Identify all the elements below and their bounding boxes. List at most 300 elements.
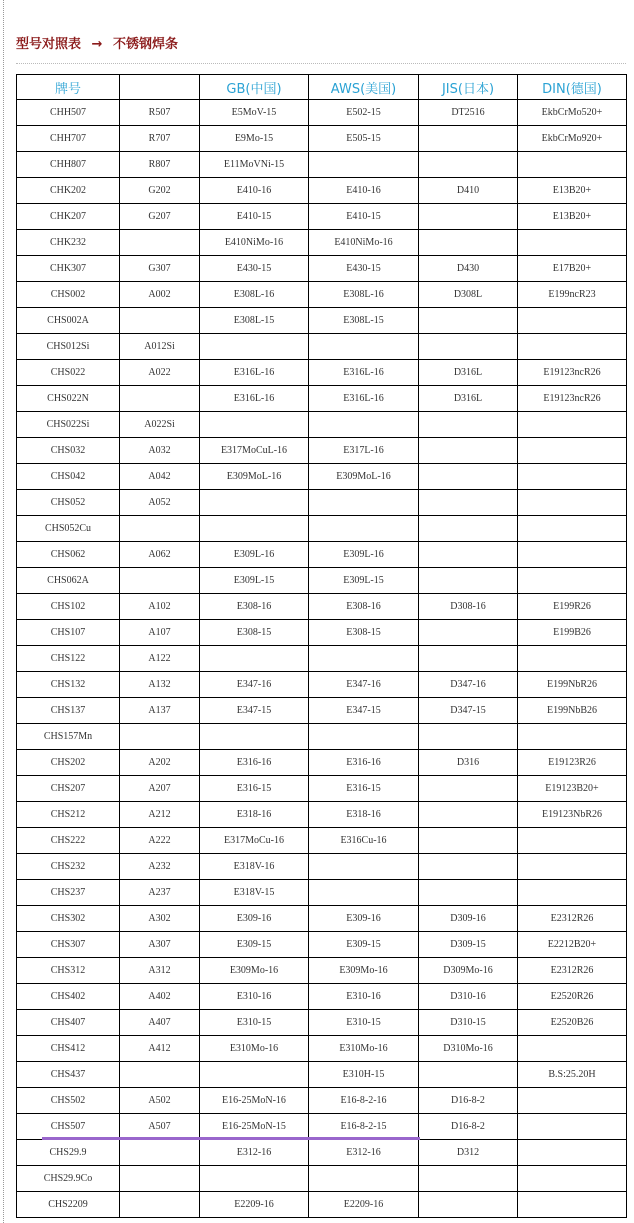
table-cell: [120, 568, 200, 594]
table-cell: G202: [120, 178, 200, 204]
table-cell: E16-8-2-15: [309, 1114, 419, 1140]
table-cell: E318V-15: [200, 880, 309, 906]
table-cell: D308-16: [419, 594, 518, 620]
table-cell: E347-16: [200, 672, 309, 698]
table-cell: E308L-16: [200, 282, 309, 308]
table-row: [17, 854, 627, 880]
table-cell: [200, 724, 309, 750]
table-cell: A122: [120, 646, 200, 672]
model-comparison-table: [16, 74, 627, 1218]
table-cell: CHS302: [17, 906, 120, 932]
table-row: [17, 1114, 627, 1140]
table-cell: E310-16: [200, 984, 309, 1010]
table-row: [17, 1140, 627, 1166]
table-cell: E309-16: [200, 906, 309, 932]
table-cell: E19123NbR26: [518, 802, 627, 828]
table-cell: E13B20+: [518, 204, 627, 230]
table-cell: D310Mo-16: [419, 1036, 518, 1062]
table-cell: CHS062: [17, 542, 120, 568]
table-row: [17, 1166, 627, 1192]
table-cell: E19123R26: [518, 750, 627, 776]
header-din: DIN(德国): [518, 75, 627, 100]
table-row: [17, 178, 627, 204]
title-suffix: 不锈钢焊条: [112, 37, 178, 52]
table-cell: E316-16: [309, 750, 419, 776]
table-cell: DT2516: [419, 100, 518, 126]
table-cell: A207: [120, 776, 200, 802]
table-cell: E347-15: [309, 698, 419, 724]
table-cell: CHS022N: [17, 386, 120, 412]
table-cell: CHS157Mn: [17, 724, 120, 750]
table-row: [17, 750, 627, 776]
table-cell: [120, 1166, 200, 1192]
table-cell: E16-25MoN-15: [200, 1114, 309, 1140]
table-cell: [120, 1140, 200, 1166]
table-cell: D16-8-2: [419, 1114, 518, 1140]
table-cell: [419, 230, 518, 256]
table-cell: [120, 516, 200, 542]
table-cell: CHK307: [17, 256, 120, 282]
table-cell: [419, 126, 518, 152]
table-cell: E317L-16: [309, 438, 419, 464]
table-cell: [419, 412, 518, 438]
table-cell: D316: [419, 750, 518, 776]
table-cell: CHS052Cu: [17, 516, 120, 542]
table-cell: D16-8-2: [419, 1088, 518, 1114]
table-cell: E312-16: [200, 1140, 309, 1166]
table-row: [17, 464, 627, 490]
table-cell: CHS012Si: [17, 334, 120, 360]
table-cell: CHS29.9: [17, 1140, 120, 1166]
table-cell: E309MoL-16: [200, 464, 309, 490]
table-cell: [419, 334, 518, 360]
table-row: [17, 256, 627, 282]
table-cell: A012Si: [120, 334, 200, 360]
table-row: [17, 334, 627, 360]
table-cell: D310-16: [419, 984, 518, 1010]
table-cell: [419, 724, 518, 750]
table-cell: CHS132: [17, 672, 120, 698]
table-cell: [518, 568, 627, 594]
table-cell: R707: [120, 126, 200, 152]
table-cell: E316Cu-16: [309, 828, 419, 854]
table-header-row: [17, 75, 627, 100]
table-cell: [120, 308, 200, 334]
table-cell: E309MoL-16: [309, 464, 419, 490]
table-cell: CHS407: [17, 1010, 120, 1036]
table-cell: [419, 516, 518, 542]
highlight-underline: [42, 1137, 420, 1140]
table-row: [17, 646, 627, 672]
table-cell: D308L: [419, 282, 518, 308]
table-cell: E309L-16: [200, 542, 309, 568]
table-cell: E309L-16: [309, 542, 419, 568]
table-cell: [419, 620, 518, 646]
table-cell: [419, 880, 518, 906]
table-cell: A032: [120, 438, 200, 464]
table-row: [17, 282, 627, 308]
table-cell: D347-16: [419, 672, 518, 698]
table-cell: EkbCrMo920+: [518, 126, 627, 152]
table-cell: CHK202: [17, 178, 120, 204]
table-cell: CHH507: [17, 100, 120, 126]
table-cell: [309, 152, 419, 178]
table-cell: E430-15: [309, 256, 419, 282]
table-cell: E199ncR23: [518, 282, 627, 308]
table-cell: D410: [419, 178, 518, 204]
table-cell: E347-16: [309, 672, 419, 698]
table-cell: E410-16: [200, 178, 309, 204]
table-cell: A507: [120, 1114, 200, 1140]
table-cell: A132: [120, 672, 200, 698]
table-row: [17, 802, 627, 828]
table-cell: E410NiMo-16: [309, 230, 419, 256]
table-cell: D309-15: [419, 932, 518, 958]
table-cell: E309-15: [309, 932, 419, 958]
table-row: [17, 386, 627, 412]
table-cell: E505-15: [309, 126, 419, 152]
table-cell: E308-16: [200, 594, 309, 620]
table-cell: CHS437: [17, 1062, 120, 1088]
table-cell: CHS232: [17, 854, 120, 880]
table-cell: A232: [120, 854, 200, 880]
table-row: [17, 360, 627, 386]
table-row: [17, 490, 627, 516]
table-row: [17, 594, 627, 620]
table-cell: E316L-16: [309, 386, 419, 412]
table-cell: E308L-15: [309, 308, 419, 334]
table-cell: E17B20+: [518, 256, 627, 282]
table-cell: E16-25MoN-16: [200, 1088, 309, 1114]
table-cell: CHS062A: [17, 568, 120, 594]
table-cell: E316-15: [309, 776, 419, 802]
table-cell: E308-15: [309, 620, 419, 646]
table-cell: CHH807: [17, 152, 120, 178]
table-cell: CHS207: [17, 776, 120, 802]
table-cell: E430-15: [200, 256, 309, 282]
table-cell: CHS212: [17, 802, 120, 828]
table-cell: A222: [120, 828, 200, 854]
table-cell: E316L-16: [200, 386, 309, 412]
table-cell: [518, 230, 627, 256]
arrow-icon: →: [91, 37, 103, 52]
table-cell: CHS022Si: [17, 412, 120, 438]
table-cell: [518, 1166, 627, 1192]
table-cell: CHS29.9Co: [17, 1166, 120, 1192]
table-cell: CHS102: [17, 594, 120, 620]
table-cell: E310-16: [309, 984, 419, 1010]
table-cell: [518, 464, 627, 490]
table-cell: E309Mo-16: [309, 958, 419, 984]
table-cell: E9Mo-15: [200, 126, 309, 152]
table-cell: A022Si: [120, 412, 200, 438]
table-cell: D309Mo-16: [419, 958, 518, 984]
table-cell: [518, 542, 627, 568]
table-cell: CHS412: [17, 1036, 120, 1062]
table-cell: G207: [120, 204, 200, 230]
table-cell: E347-15: [200, 698, 309, 724]
table-cell: EkbCrMo520+: [518, 100, 627, 126]
table-row: [17, 204, 627, 230]
table-cell: [518, 1192, 627, 1218]
table-row: [17, 932, 627, 958]
table-cell: D316L: [419, 386, 518, 412]
header-aws: AWS(美国): [309, 75, 419, 100]
table-cell: [419, 464, 518, 490]
table-row: [17, 152, 627, 178]
table-cell: [419, 568, 518, 594]
table-cell: CHK232: [17, 230, 120, 256]
table-cell: [120, 1062, 200, 1088]
table-cell: D312: [419, 1140, 518, 1166]
table-cell: CHS507: [17, 1114, 120, 1140]
table-cell: E312-16: [309, 1140, 419, 1166]
header-jis: JIS(日本): [419, 75, 518, 100]
table-cell: E310Mo-16: [309, 1036, 419, 1062]
table-cell: E11MoVNi-15: [200, 152, 309, 178]
table-cell: E2312R26: [518, 958, 627, 984]
table-cell: CHS202: [17, 750, 120, 776]
table-cell: E316-15: [200, 776, 309, 802]
table-cell: D309-16: [419, 906, 518, 932]
table-row: [17, 1036, 627, 1062]
table-cell: E309L-15: [200, 568, 309, 594]
table-cell: A022: [120, 360, 200, 386]
table-cell: E16-8-2-16: [309, 1088, 419, 1114]
table-row: [17, 776, 627, 802]
table-cell: [419, 828, 518, 854]
table-cell: E2520R26: [518, 984, 627, 1010]
table-cell: E308L-16: [309, 282, 419, 308]
table-cell: [419, 308, 518, 334]
table-cell: [309, 334, 419, 360]
table-cell: [518, 854, 627, 880]
table-cell: E19123ncR26: [518, 360, 627, 386]
table-cell: CHS237: [17, 880, 120, 906]
table-cell: [309, 490, 419, 516]
table-cell: E316L-16: [200, 360, 309, 386]
table-cell: CHS002A: [17, 308, 120, 334]
table-cell: E309Mo-16: [200, 958, 309, 984]
table-cell: CHS122: [17, 646, 120, 672]
table-cell: E2212B20+: [518, 932, 627, 958]
table-cell: E308-15: [200, 620, 309, 646]
table-row: [17, 1010, 627, 1036]
table-cell: A407: [120, 1010, 200, 1036]
table-cell: A137: [120, 698, 200, 724]
table-row: [17, 880, 627, 906]
table-cell: [419, 802, 518, 828]
table-row: [17, 906, 627, 932]
table-cell: [120, 1192, 200, 1218]
table-cell: [419, 542, 518, 568]
table-cell: E310-15: [200, 1010, 309, 1036]
table-row: [17, 672, 627, 698]
table-cell: A237: [120, 880, 200, 906]
table-cell: [419, 204, 518, 230]
table-row: [17, 412, 627, 438]
table-cell: [518, 516, 627, 542]
table-cell: A302: [120, 906, 200, 932]
table-cell: E310H-15: [309, 1062, 419, 1088]
table-cell: E316-16: [200, 750, 309, 776]
table-row: [17, 230, 627, 256]
table-cell: A052: [120, 490, 200, 516]
table-cell: E19123B20+: [518, 776, 627, 802]
table-cell: E410-16: [309, 178, 419, 204]
table-cell: CHS502: [17, 1088, 120, 1114]
left-dotted-rule: [3, 0, 4, 1223]
table-cell: [518, 490, 627, 516]
table-cell: E2209-16: [309, 1192, 419, 1218]
table-cell: E317MoCu-16: [200, 828, 309, 854]
table-cell: [518, 412, 627, 438]
table-cell: E318-16: [309, 802, 419, 828]
table-cell: [120, 230, 200, 256]
table-cell: [419, 152, 518, 178]
table-cell: D316L: [419, 360, 518, 386]
table-row: [17, 100, 627, 126]
table-cell: E199NbR26: [518, 672, 627, 698]
table-row: [17, 984, 627, 1010]
table-cell: E308L-15: [200, 308, 309, 334]
table-cell: A102: [120, 594, 200, 620]
table-cell: [419, 490, 518, 516]
table-cell: D310-15: [419, 1010, 518, 1036]
table-cell: E199B26: [518, 620, 627, 646]
table-cell: CHS137: [17, 698, 120, 724]
table-cell: A062: [120, 542, 200, 568]
title-prefix: 型号对照表: [16, 37, 82, 52]
table-cell: E316L-16: [309, 360, 419, 386]
table-cell: [200, 334, 309, 360]
table-cell: CHS402: [17, 984, 120, 1010]
table-cell: [309, 1166, 419, 1192]
header-old-brand: [120, 75, 200, 100]
table-cell: E309L-15: [309, 568, 419, 594]
table-cell: CHK207: [17, 204, 120, 230]
table-cell: A412: [120, 1036, 200, 1062]
table-cell: G307: [120, 256, 200, 282]
table-cell: [309, 854, 419, 880]
table-cell: E410-15: [309, 204, 419, 230]
table-cell: CHS222: [17, 828, 120, 854]
table-cell: [518, 828, 627, 854]
table-cell: CHH707: [17, 126, 120, 152]
table-cell: R507: [120, 100, 200, 126]
table-cell: E502-15: [309, 100, 419, 126]
table-cell: A307: [120, 932, 200, 958]
table-cell: CHS312: [17, 958, 120, 984]
table-cell: E199NbB26: [518, 698, 627, 724]
table-cell: E309-15: [200, 932, 309, 958]
table-row: [17, 1192, 627, 1218]
title-divider: [16, 63, 626, 64]
table-cell: [200, 490, 309, 516]
table-cell: [518, 1114, 627, 1140]
table-cell: [419, 776, 518, 802]
table-cell: E310Mo-16: [200, 1036, 309, 1062]
table-cell: [518, 308, 627, 334]
table-row: [17, 828, 627, 854]
table-cell: CHS052: [17, 490, 120, 516]
table-cell: CHS307: [17, 932, 120, 958]
table-cell: E308-16: [309, 594, 419, 620]
table-cell: [419, 1166, 518, 1192]
table-cell: A402: [120, 984, 200, 1010]
table-cell: [518, 1036, 627, 1062]
table-cell: [518, 438, 627, 464]
header-brand: 牌号: [17, 75, 120, 100]
table-cell: E318-16: [200, 802, 309, 828]
table-cell: [309, 724, 419, 750]
table-cell: [518, 1088, 627, 1114]
table-cell: A042: [120, 464, 200, 490]
table-cell: [419, 1062, 518, 1088]
table-cell: [518, 1140, 627, 1166]
table-cell: A202: [120, 750, 200, 776]
table-cell: A502: [120, 1088, 200, 1114]
page-title: [16, 35, 178, 55]
table-cell: [309, 646, 419, 672]
table-row: [17, 1088, 627, 1114]
table-cell: CHS022: [17, 360, 120, 386]
table-cell: [419, 1192, 518, 1218]
table-row: [17, 958, 627, 984]
table-cell: CHS042: [17, 464, 120, 490]
table-row: [17, 620, 627, 646]
table-cell: CHS2209: [17, 1192, 120, 1218]
table-cell: CHS032: [17, 438, 120, 464]
table-cell: E317MoCuL-16: [200, 438, 309, 464]
table-cell: E199R26: [518, 594, 627, 620]
table-row: [17, 126, 627, 152]
table-cell: E410-15: [200, 204, 309, 230]
table-cell: E13B20+: [518, 178, 627, 204]
table-cell: E5MoV-15: [200, 100, 309, 126]
table-cell: CHS107: [17, 620, 120, 646]
table-cell: E410NiMo-16: [200, 230, 309, 256]
table-row: [17, 308, 627, 334]
table-cell: R807: [120, 152, 200, 178]
table-cell: E2209-16: [200, 1192, 309, 1218]
table-cell: CHS002: [17, 282, 120, 308]
table-row: [17, 698, 627, 724]
table-cell: [309, 880, 419, 906]
table-cell: [518, 880, 627, 906]
table-cell: E2312R26: [518, 906, 627, 932]
table-cell: [518, 152, 627, 178]
table-cell: [309, 412, 419, 438]
table-cell: [518, 646, 627, 672]
table-cell: D430: [419, 256, 518, 282]
table-row: [17, 438, 627, 464]
table-cell: [200, 412, 309, 438]
table-cell: [120, 724, 200, 750]
table-cell: [419, 854, 518, 880]
table-cell: [200, 516, 309, 542]
table-cell: [419, 438, 518, 464]
header-gb: GB(中国): [200, 75, 309, 100]
table-cell: [200, 646, 309, 672]
table-cell: [309, 516, 419, 542]
table-row: [17, 516, 627, 542]
table-cell: E19123ncR26: [518, 386, 627, 412]
table-cell: [200, 1062, 309, 1088]
table-cell: E310-15: [309, 1010, 419, 1036]
table-body: [17, 100, 627, 1218]
table-row: [17, 1062, 627, 1088]
